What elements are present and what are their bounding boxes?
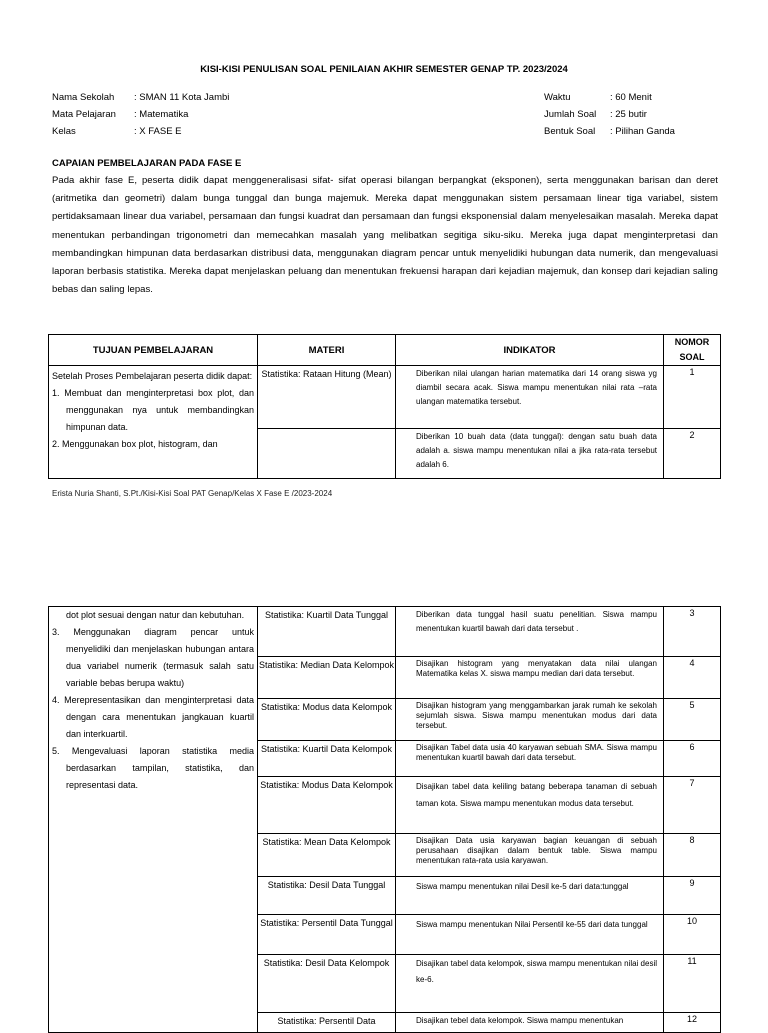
school-info-left (52, 89, 229, 140)
capaian-paragraph: Pada akhir fase E, peserta didik dapat menggeneralisasi sifat- sifat operasi bilangan berpangkat (eksponen), serta menggunakan barisan dan deret (aritmetika dan geometri) dalam bunga tunggal dan bunga majemuk. Mereka dapat menggunakan sistem persamaan linear tiga variabel, sistem pertidaksamaan linear dua variabel, persamaan dan fungsi kuadrat dan persamaan dan fungsi eksponensial dalam menyelesaikan masalah. Mereka dapat menentukan perbandingan trigonometri dan memecahkan masalah yang melibatkan segitiga siku-siku. Mereka juga dapat menginterpretasi dan membandingkan himpunan data berdasarkan distribusi data, menggunakan diagram pencar untuk menyelidiki hubungan data numerik, dan mengevaluasi laporan berbasis statistika. Mereka dapat menjelaskan peluang dan menentukan frekuensi harapan dari kejadian majemuk, dan konsep dari kejadian saling bebas dan saling lepas. (52, 175, 718, 296)
info-row (52, 106, 229, 123)
info-label: Bentuk Soal (544, 126, 596, 137)
info-value: : Pilihan Ganda (610, 126, 675, 137)
nomor-cell: 11 (664, 955, 721, 1013)
info-value: : X FASE E (134, 126, 182, 137)
indikator-cell: Disajikan tabel data kelompok, siswa mampu menentukan nilai desil ke-6. (396, 955, 664, 1013)
info-value: : Matematika (134, 109, 189, 120)
tujuan-item: 1. Membuat dan menginterpretasi box plot, dan menggunakan nya untuk membandingkan himpunan data. (52, 388, 254, 432)
table-row (49, 366, 721, 429)
materi-cell: Statistika: Desil Data Tunggal (258, 877, 396, 915)
nomor-cell: 6 (664, 741, 721, 777)
info-value: : 60 Menit (610, 92, 652, 103)
nomor-cell: 5 (664, 699, 721, 741)
materi-cell: Statistika: Kuartil Data Tunggal (258, 607, 396, 657)
indikator-cell: Siswa mampu menentukan Nilai Persentil ke-55 dari data tunggal (396, 915, 664, 955)
table-row (49, 607, 721, 657)
materi-cell: Statistika: Persentil Data (258, 1013, 396, 1033)
info-label: Kelas (52, 126, 76, 137)
info-row (544, 106, 675, 123)
nomor-cell: 2 (664, 429, 721, 479)
indikator-cell: Disajikan Tabel data usia 40 karyawan sebuah SMA. Siswa mampu menentukan kuartil bawah dari data tersebut. (396, 741, 664, 777)
info-row (544, 89, 675, 106)
header-materi: MATERI (258, 335, 396, 366)
info-label: Jumlah Soal (544, 109, 597, 120)
indikator-cell: Diberikan nilai ulangan harian matematika dari 14 orang siswa yg diambil secara acak. Siswa mampu menentukan nilai rata –rata ulangan matematika tersebut. (396, 366, 664, 429)
tujuan-item: 5. Mengevaluasi laporan statistika media berdasarkan tampilan, statistika, dan representasi data. (52, 746, 254, 790)
nomor-cell: 9 (664, 877, 721, 915)
materi-cell: Statistika: Rataan Hitung (Mean) (258, 366, 396, 429)
indikator-cell: Disajikan histogram yang menyatakan data nilai ulangan Matematika kelas X. siswa mampu median dari data tersebut. (396, 657, 664, 699)
indikator-cell: Disajikan Data usia karyawan bagian keuangan di sebuah perusahaan disajikan dalam bentuk table. Siswa mampu menentukan rata-rata usia karyawan. (396, 834, 664, 877)
kisi-table-page2 (48, 606, 721, 1033)
table-header-row (49, 335, 721, 366)
materi-cell: Statistika: Median Data Kelompok (258, 657, 396, 699)
materi-cell: Statistika: Modus data Kelompok (258, 699, 396, 741)
tujuan-cell (49, 607, 258, 1033)
tujuan-item: 3. Menggunakan diagram pencar untuk menyelidiki dan menjelaskan hubungan antara dua variabel numerik (termasuk salah satu variable bebas berupa waktu) (52, 627, 254, 688)
info-row (52, 89, 229, 106)
tujuan-item: 2. Menggunakan box plot, histogram, dan (52, 439, 218, 449)
tujuan-item: dot plot sesuai dengan natur dan kebutuhan. (66, 610, 245, 620)
materi-cell: Statistika: Modus Data Kelompok (258, 777, 396, 834)
indikator-cell: Disajikan tebel data kelompok. Siswa mampu menentukan (396, 1013, 664, 1033)
tujuan-item: 4. Merepresentasikan dan menginterpretasi data dengan cara menentukan jangkauan kuartil dan interkuartil. (52, 695, 254, 739)
materi-cell: Statistika: Kuartil Data Kelompok (258, 741, 396, 777)
tujuan-intro: Setelah Proses Pembelajaran peserta didik dapat: (52, 371, 253, 381)
exam-info-right (544, 89, 675, 140)
page-footer: Erista Nuria Shanti, S.Pt./Kisi-Kisi Soal PAT Genap/Kelas X Fase E /2023-2024 (52, 489, 333, 498)
header-tujuan: TUJUAN PEMBELAJARAN (49, 335, 258, 366)
nomor-cell: 10 (664, 915, 721, 955)
info-label: Mata Pelajaran (52, 109, 116, 120)
indikator-cell: Disajikan tabel data keliling batang beberapa tanaman di sebuah taman kota. Siswa mampu menentukan modus data tersebut. (396, 777, 664, 834)
nomor-cell: 3 (664, 607, 721, 657)
materi-cell: Statistika: Mean Data Kelompok (258, 834, 396, 877)
tujuan-cell (49, 366, 258, 479)
header-nomor-line2: SOAL (679, 352, 705, 362)
info-row (544, 123, 675, 140)
indikator-cell: Disajikan histogram yang menggambarkan jarak rumah ke sekolah sejumlah siswa. Siswa mampu menentukan modus dari data tersebut. (396, 699, 664, 741)
materi-cell: Statistika: Desil Data Kelompok (258, 955, 396, 1013)
header-nomor-soal (664, 335, 721, 366)
indikator-cell: Diberikan 10 buah data (data tunggal): dengan satu buah data adalah a. siswa mampu menentukan nilai a jika rata-rata tersebut adalah 6. (396, 429, 664, 479)
info-row (52, 123, 229, 140)
nomor-cell: 8 (664, 834, 721, 877)
nomor-cell: 4 (664, 657, 721, 699)
indikator-cell: Diberikan data tunggal hasil suatu penelitian. Siswa mampu menentukan kuartil bawah dari data tersebut . (396, 607, 664, 657)
info-value: : 25 butir (610, 109, 647, 120)
kisi-table-page1 (48, 334, 721, 479)
document-title: KISI-KISI PENULISAN SOAL PENILAIAN AKHIR SEMESTER GENAP TP. 2023/2024 (200, 64, 568, 75)
materi-cell (258, 429, 396, 479)
capaian-heading: CAPAIAN PEMBELAJARAN PADA FASE E (52, 158, 242, 169)
nomor-cell: 7 (664, 777, 721, 834)
nomor-cell: 12 (664, 1013, 721, 1033)
nomor-cell: 1 (664, 366, 721, 429)
materi-cell: Statistika: Persentil Data Tunggal (258, 915, 396, 955)
header-nomor-line1: NOMOR (674, 337, 710, 347)
header-indikator: INDIKATOR (396, 335, 664, 366)
info-value: : SMAN 11 Kota Jambi (134, 92, 230, 103)
info-label: Nama Sekolah (52, 92, 115, 103)
info-label: Waktu (544, 92, 571, 103)
indikator-cell: Siswa mampu menentukan nilai Desil ke-5 dari data:tunggal (396, 877, 664, 915)
